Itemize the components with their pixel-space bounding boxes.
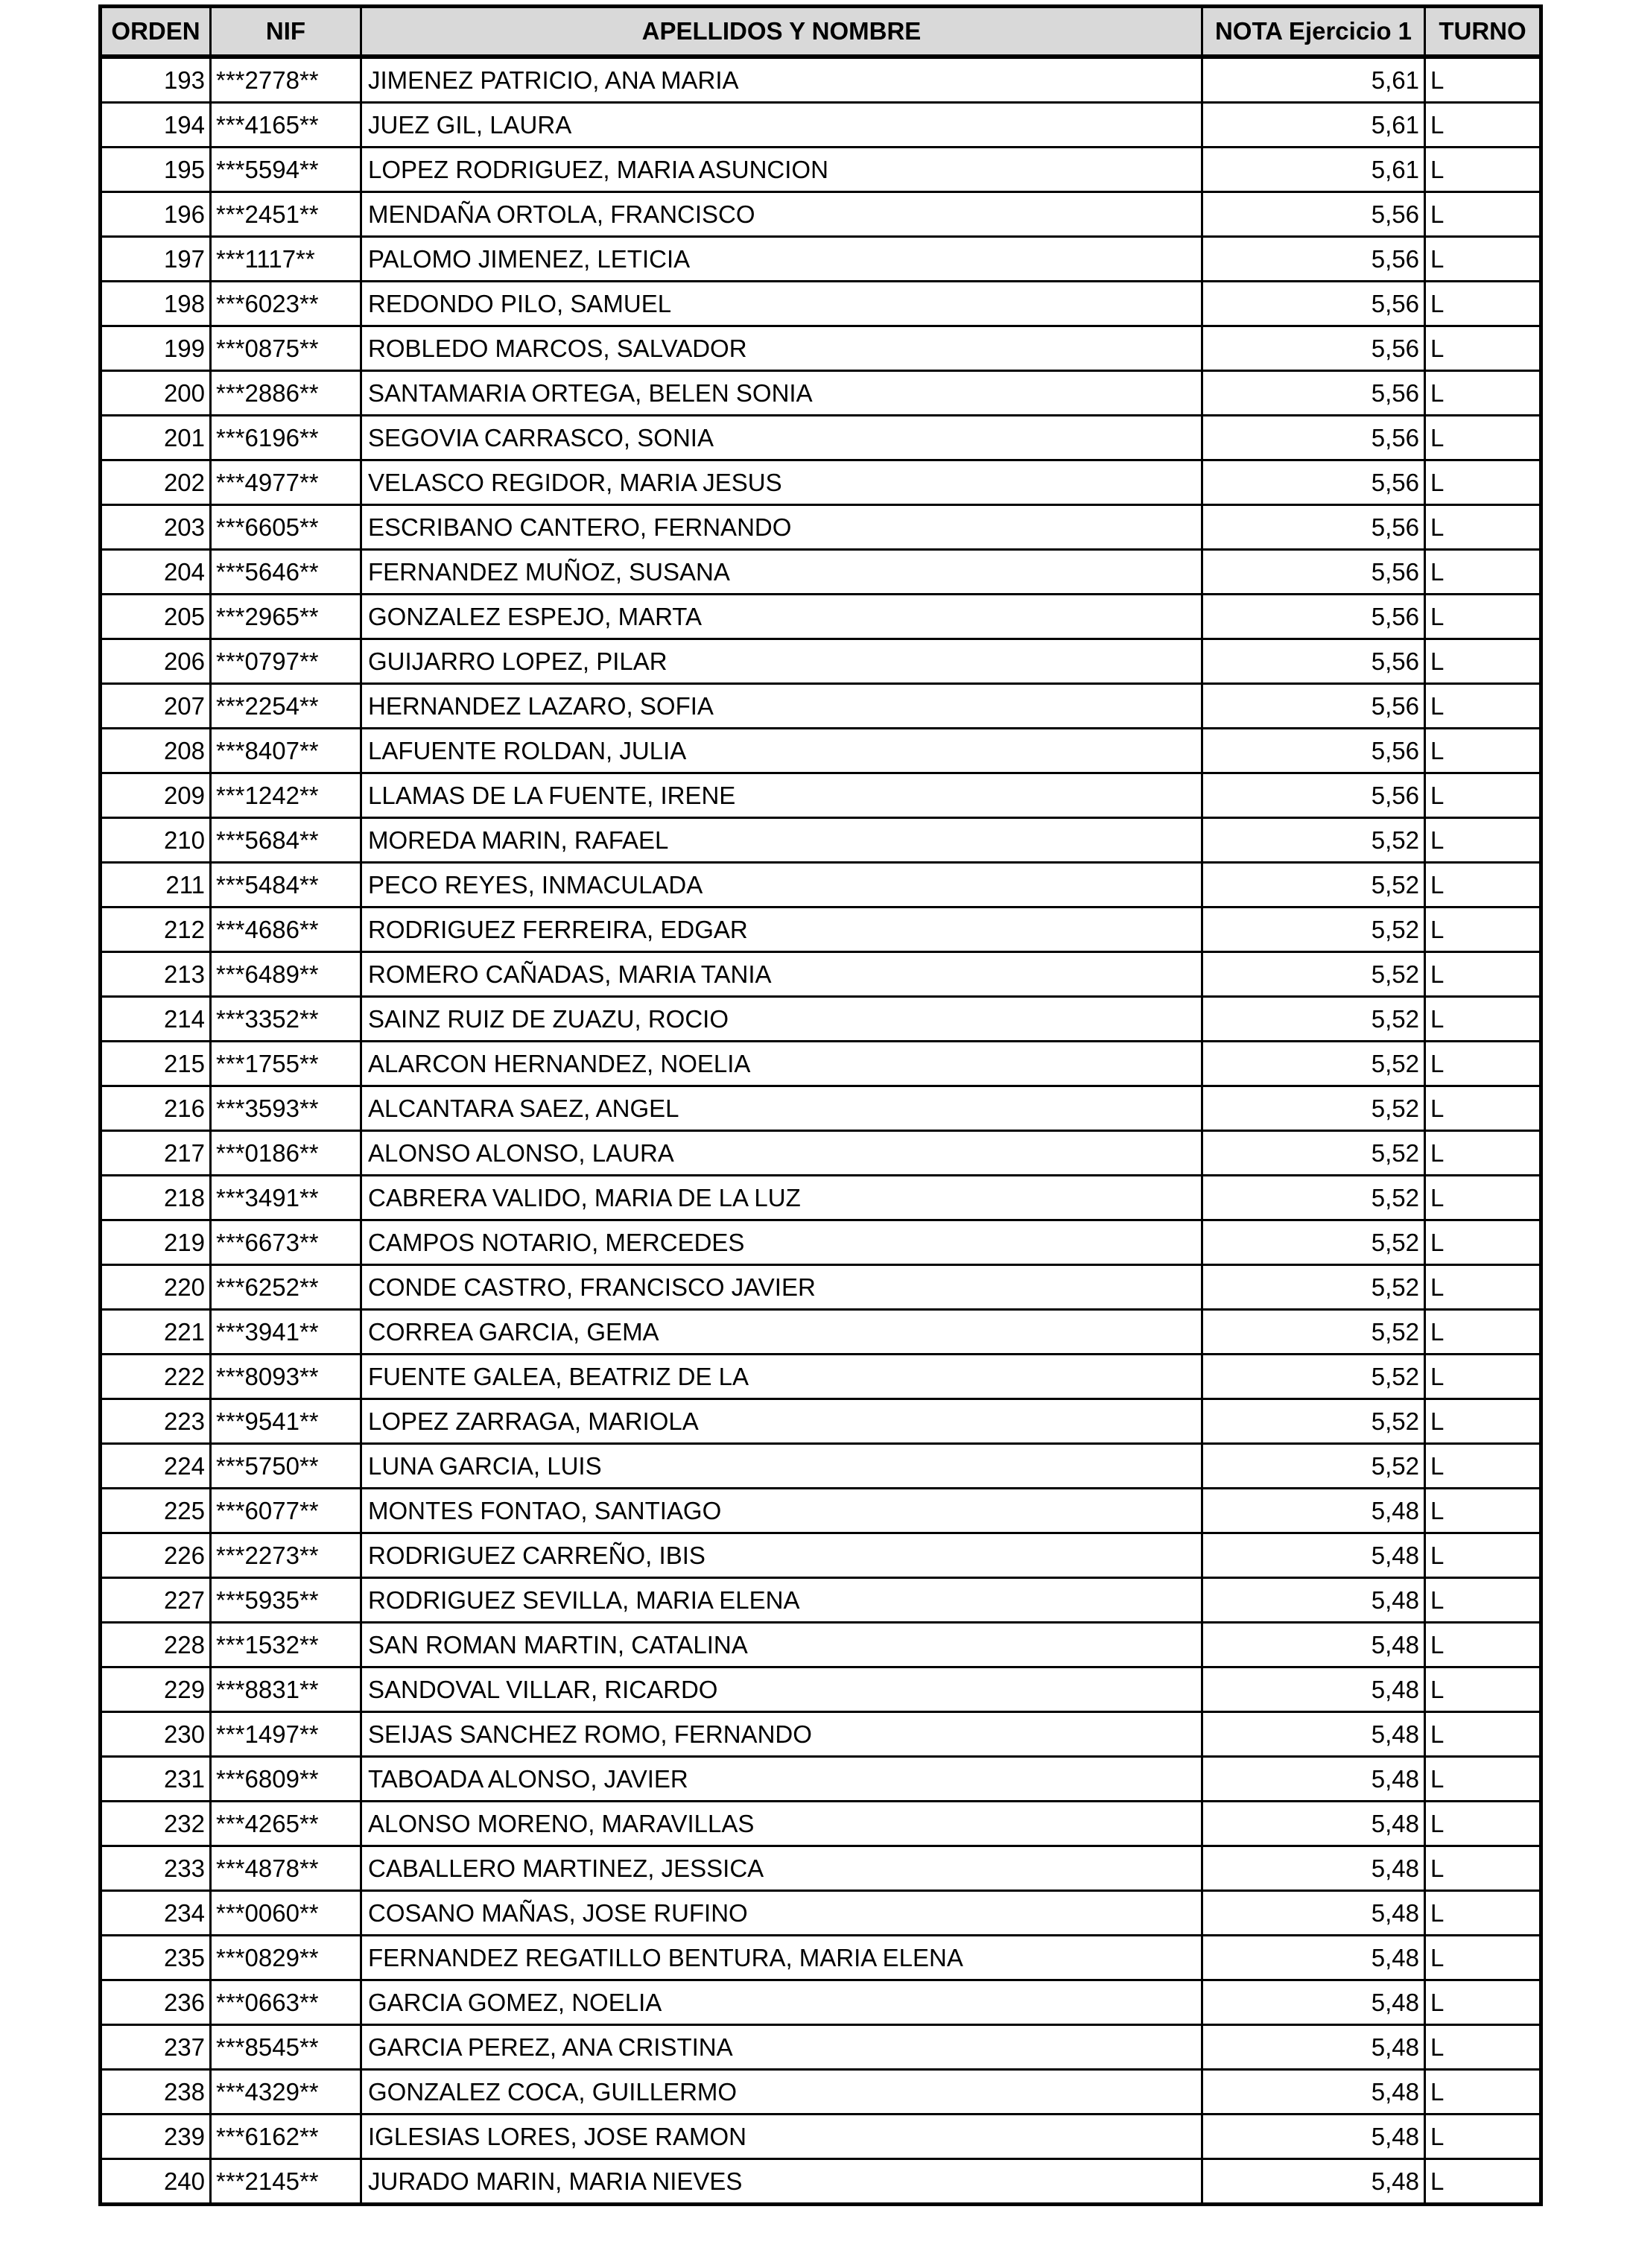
table-row <box>101 1086 1541 1131</box>
orden-cell: 194 <box>101 103 211 148</box>
turno-cell: L <box>1425 550 1541 595</box>
name-cell: CORREA GARCIA, GEMA <box>361 1310 1202 1355</box>
turno-cell: L <box>1425 773 1541 818</box>
name-cell: SEGOVIA CARRASCO, SONIA <box>361 416 1202 460</box>
nota-cell: 5,52 <box>1202 1265 1425 1310</box>
turno-cell: L <box>1425 1623 1541 1667</box>
nif-cell: ***4977** <box>211 460 361 505</box>
nota-cell: 5,56 <box>1202 684 1425 729</box>
turno-cell: L <box>1425 684 1541 729</box>
orden-cell: 216 <box>101 1086 211 1131</box>
orden-cell: 198 <box>101 282 211 326</box>
nif-cell: ***8407** <box>211 729 361 773</box>
name-cell: MOREDA MARIN, RAFAEL <box>361 818 1202 863</box>
orden-cell: 240 <box>101 2159 211 2205</box>
turno-cell: L <box>1425 460 1541 505</box>
orden-cell: 206 <box>101 639 211 684</box>
nota-cell: 5,56 <box>1202 282 1425 326</box>
table-row <box>101 460 1541 505</box>
nif-cell: ***4686** <box>211 907 361 952</box>
name-cell: ESCRIBANO CANTERO, FERNANDO <box>361 505 1202 550</box>
nota-cell: 5,52 <box>1202 997 1425 1042</box>
table-row <box>101 1712 1541 1757</box>
name-cell: HERNANDEZ LAZARO, SOFIA <box>361 684 1202 729</box>
table-row <box>101 371 1541 416</box>
orden-cell: 221 <box>101 1310 211 1355</box>
name-cell: PECO REYES, INMACULADA <box>361 863 1202 907</box>
nif-cell: ***5935** <box>211 1578 361 1623</box>
turno-cell: L <box>1425 416 1541 460</box>
orden-cell: 234 <box>101 1891 211 1936</box>
nif-cell: ***6673** <box>211 1220 361 1265</box>
table-row <box>101 863 1541 907</box>
orden-cell: 228 <box>101 1623 211 1667</box>
nif-cell: ***3593** <box>211 1086 361 1131</box>
turno-cell: L <box>1425 1265 1541 1310</box>
name-cell: CABALLERO MARTINEZ, JESSICA <box>361 1846 1202 1891</box>
name-cell: FERNANDEZ REGATILLO BENTURA, MARIA ELENA <box>361 1936 1202 1980</box>
name-cell: SAINZ RUIZ DE ZUAZU, ROCIO <box>361 997 1202 1042</box>
orden-cell: 219 <box>101 1220 211 1265</box>
nif-cell: ***5684** <box>211 818 361 863</box>
nif-cell: ***0186** <box>211 1131 361 1176</box>
table-row <box>101 907 1541 952</box>
table-row <box>101 1846 1541 1891</box>
orden-cell: 226 <box>101 1533 211 1578</box>
name-cell: MENDAÑA ORTOLA, FRANCISCO <box>361 192 1202 237</box>
turno-cell: L <box>1425 1667 1541 1712</box>
nif-cell: ***0663** <box>211 1980 361 2025</box>
table-row <box>101 639 1541 684</box>
header-row <box>101 7 1541 57</box>
nota-cell: 5,56 <box>1202 371 1425 416</box>
orden-cell: 197 <box>101 237 211 282</box>
table-row <box>101 1533 1541 1578</box>
name-cell: CONDE CASTRO, FRANCISCO JAVIER <box>361 1265 1202 1310</box>
nif-cell: ***2273** <box>211 1533 361 1578</box>
turno-cell: L <box>1425 729 1541 773</box>
turno-cell: L <box>1425 1444 1541 1489</box>
nif-cell: ***2965** <box>211 595 361 639</box>
orden-cell: 239 <box>101 2115 211 2159</box>
nota-cell: 5,52 <box>1202 907 1425 952</box>
table-row <box>101 2159 1541 2205</box>
turno-cell: L <box>1425 1533 1541 1578</box>
name-cell: SANTAMARIA ORTEGA, BELEN SONIA <box>361 371 1202 416</box>
orden-cell: 236 <box>101 1980 211 2025</box>
nota-cell: 5,48 <box>1202 1533 1425 1578</box>
turno-cell: L <box>1425 192 1541 237</box>
nota-cell: 5,52 <box>1202 1399 1425 1444</box>
nif-cell: ***2451** <box>211 192 361 237</box>
turno-cell: L <box>1425 952 1541 997</box>
turno-cell: L <box>1425 326 1541 371</box>
orden-cell: 207 <box>101 684 211 729</box>
orden-cell: 229 <box>101 1667 211 1712</box>
header-orden: ORDEN <box>101 7 211 57</box>
nif-cell: ***5646** <box>211 550 361 595</box>
nif-cell: ***5750** <box>211 1444 361 1489</box>
turno-cell: L <box>1425 1131 1541 1176</box>
name-cell: SEIJAS SANCHEZ ROMO, FERNANDO <box>361 1712 1202 1757</box>
orden-cell: 204 <box>101 550 211 595</box>
orden-cell: 231 <box>101 1757 211 1802</box>
name-cell: IGLESIAS LORES, JOSE RAMON <box>361 2115 1202 2159</box>
name-cell: TABOADA ALONSO, JAVIER <box>361 1757 1202 1802</box>
name-cell: GUIJARRO LOPEZ, PILAR <box>361 639 1202 684</box>
name-cell: SANDOVAL VILLAR, RICARDO <box>361 1667 1202 1712</box>
nif-cell: ***6162** <box>211 2115 361 2159</box>
name-cell: ROBLEDO MARCOS, SALVADOR <box>361 326 1202 371</box>
orden-cell: 209 <box>101 773 211 818</box>
table-row <box>101 103 1541 148</box>
nif-cell: ***2145** <box>211 2159 361 2205</box>
name-cell: RODRIGUEZ FERREIRA, EDGAR <box>361 907 1202 952</box>
orden-cell: 212 <box>101 907 211 952</box>
nota-cell: 5,56 <box>1202 416 1425 460</box>
orden-cell: 222 <box>101 1355 211 1399</box>
name-cell: ALCANTARA SAEZ, ANGEL <box>361 1086 1202 1131</box>
table-row <box>101 1444 1541 1489</box>
orden-cell: 195 <box>101 148 211 192</box>
nif-cell: ***1242** <box>211 773 361 818</box>
nif-cell: ***8831** <box>211 1667 361 1712</box>
orden-cell: 233 <box>101 1846 211 1891</box>
nota-cell: 5,48 <box>1202 1623 1425 1667</box>
table-row <box>101 505 1541 550</box>
table-row <box>101 282 1541 326</box>
orden-cell: 223 <box>101 1399 211 1444</box>
nota-cell: 5,48 <box>1202 1489 1425 1533</box>
nif-cell: ***1532** <box>211 1623 361 1667</box>
nif-cell: ***6196** <box>211 416 361 460</box>
name-cell: LAFUENTE ROLDAN, JULIA <box>361 729 1202 773</box>
table-row <box>101 773 1541 818</box>
turno-cell: L <box>1425 505 1541 550</box>
nota-cell: 5,48 <box>1202 1757 1425 1802</box>
name-cell: VELASCO REGIDOR, MARIA JESUS <box>361 460 1202 505</box>
turno-cell: L <box>1425 1489 1541 1533</box>
table-row <box>101 1980 1541 2025</box>
turno-cell: L <box>1425 1220 1541 1265</box>
turno-cell: L <box>1425 2070 1541 2115</box>
nota-cell: 5,48 <box>1202 1980 1425 2025</box>
nif-cell: ***8093** <box>211 1355 361 1399</box>
turno-cell: L <box>1425 639 1541 684</box>
orden-cell: 218 <box>101 1176 211 1220</box>
nota-cell: 5,52 <box>1202 818 1425 863</box>
table-row <box>101 1176 1541 1220</box>
nif-cell: ***4329** <box>211 2070 361 2115</box>
nota-cell: 5,56 <box>1202 460 1425 505</box>
orden-cell: 203 <box>101 505 211 550</box>
orden-cell: 205 <box>101 595 211 639</box>
turno-cell: L <box>1425 1310 1541 1355</box>
name-cell: PALOMO JIMENEZ, LETICIA <box>361 237 1202 282</box>
table-row <box>101 818 1541 863</box>
table-row <box>101 237 1541 282</box>
orden-cell: 202 <box>101 460 211 505</box>
nif-cell: ***2886** <box>211 371 361 416</box>
turno-cell: L <box>1425 1042 1541 1086</box>
nota-cell: 5,56 <box>1202 326 1425 371</box>
nif-cell: ***4878** <box>211 1846 361 1891</box>
turno-cell: L <box>1425 863 1541 907</box>
name-cell: LLAMAS DE LA FUENTE, IRENE <box>361 773 1202 818</box>
orden-cell: 238 <box>101 2070 211 2115</box>
orden-cell: 227 <box>101 1578 211 1623</box>
table-row <box>101 1936 1541 1980</box>
table-row <box>101 1891 1541 1936</box>
turno-cell: L <box>1425 2159 1541 2205</box>
name-cell: COSANO MAÑAS, JOSE RUFINO <box>361 1891 1202 1936</box>
nif-cell: ***8545** <box>211 2025 361 2070</box>
orden-cell: 196 <box>101 192 211 237</box>
table-row <box>101 1131 1541 1176</box>
table-row <box>101 148 1541 192</box>
nota-cell: 5,61 <box>1202 148 1425 192</box>
turno-cell: L <box>1425 1802 1541 1846</box>
name-cell: RODRIGUEZ SEVILLA, MARIA ELENA <box>361 1578 1202 1623</box>
table-row <box>101 192 1541 237</box>
nota-cell: 5,56 <box>1202 505 1425 550</box>
table-row <box>101 1265 1541 1310</box>
orden-cell: 215 <box>101 1042 211 1086</box>
table-row <box>101 1802 1541 1846</box>
table-row <box>101 2115 1541 2159</box>
nif-cell: ***6252** <box>211 1265 361 1310</box>
nif-cell: ***0797** <box>211 639 361 684</box>
name-cell: FERNANDEZ MUÑOZ, SUSANA <box>361 550 1202 595</box>
nif-cell: ***2778** <box>211 57 361 103</box>
nif-cell: ***6809** <box>211 1757 361 1802</box>
nota-cell: 5,52 <box>1202 1131 1425 1176</box>
turno-cell: L <box>1425 997 1541 1042</box>
turno-cell: L <box>1425 237 1541 282</box>
nota-cell: 5,56 <box>1202 639 1425 684</box>
nif-cell: ***4165** <box>211 103 361 148</box>
nota-cell: 5,56 <box>1202 550 1425 595</box>
nota-cell: 5,52 <box>1202 1176 1425 1220</box>
nif-cell: ***6489** <box>211 952 361 997</box>
orden-cell: 210 <box>101 818 211 863</box>
nota-cell: 5,48 <box>1202 1891 1425 1936</box>
turno-cell: L <box>1425 1980 1541 2025</box>
table-row <box>101 1489 1541 1533</box>
name-cell: GARCIA GOMEZ, NOELIA <box>361 1980 1202 2025</box>
nota-cell: 5,52 <box>1202 1220 1425 1265</box>
table-row <box>101 1623 1541 1667</box>
orden-cell: 220 <box>101 1265 211 1310</box>
nota-cell: 5,48 <box>1202 1578 1425 1623</box>
turno-cell: L <box>1425 371 1541 416</box>
table-row <box>101 595 1541 639</box>
nif-cell: ***1755** <box>211 1042 361 1086</box>
name-cell: JIMENEZ PATRICIO, ANA MARIA <box>361 57 1202 103</box>
table-row <box>101 326 1541 371</box>
turno-cell: L <box>1425 595 1541 639</box>
nota-cell: 5,48 <box>1202 2025 1425 2070</box>
table-row <box>101 684 1541 729</box>
name-cell: SAN ROMAN MARTIN, CATALINA <box>361 1623 1202 1667</box>
nota-cell: 5,52 <box>1202 1086 1425 1131</box>
name-cell: LOPEZ ZARRAGA, MARIOLA <box>361 1399 1202 1444</box>
name-cell: GONZALEZ COCA, GUILLERMO <box>361 2070 1202 2115</box>
table-row <box>101 997 1541 1042</box>
turno-cell: L <box>1425 1086 1541 1131</box>
name-cell: JURADO MARIN, MARIA NIEVES <box>361 2159 1202 2205</box>
name-cell: LUNA GARCIA, LUIS <box>361 1444 1202 1489</box>
nota-cell: 5,52 <box>1202 1310 1425 1355</box>
nota-cell: 5,48 <box>1202 2115 1425 2159</box>
turno-cell: L <box>1425 1757 1541 1802</box>
name-cell: ALARCON HERNANDEZ, NOELIA <box>361 1042 1202 1086</box>
nif-cell: ***4265** <box>211 1802 361 1846</box>
nif-cell: ***6077** <box>211 1489 361 1533</box>
turno-cell: L <box>1425 148 1541 192</box>
turno-cell: L <box>1425 57 1541 103</box>
nif-cell: ***0875** <box>211 326 361 371</box>
nota-cell: 5,52 <box>1202 1042 1425 1086</box>
turno-cell: L <box>1425 282 1541 326</box>
nota-cell: 5,48 <box>1202 1667 1425 1712</box>
turno-cell: L <box>1425 907 1541 952</box>
nif-cell: ***5594** <box>211 148 361 192</box>
name-cell: REDONDO PILO, SAMUEL <box>361 282 1202 326</box>
table-row <box>101 952 1541 997</box>
turno-cell: L <box>1425 2115 1541 2159</box>
nota-cell: 5,56 <box>1202 192 1425 237</box>
name-cell: GARCIA PEREZ, ANA CRISTINA <box>361 2025 1202 2070</box>
nif-cell: ***2254** <box>211 684 361 729</box>
table-row <box>101 416 1541 460</box>
orden-cell: 225 <box>101 1489 211 1533</box>
nota-cell: 5,52 <box>1202 1444 1425 1489</box>
name-cell: ROMERO CAÑADAS, MARIA TANIA <box>361 952 1202 997</box>
name-cell: ALONSO MORENO, MARAVILLAS <box>361 1802 1202 1846</box>
nota-cell: 5,48 <box>1202 1712 1425 1757</box>
orden-cell: 224 <box>101 1444 211 1489</box>
table-body <box>101 57 1541 2205</box>
nif-cell: ***3941** <box>211 1310 361 1355</box>
nif-cell: ***3491** <box>211 1176 361 1220</box>
nif-cell: ***5484** <box>211 863 361 907</box>
name-cell: CABRERA VALIDO, MARIA DE LA LUZ <box>361 1176 1202 1220</box>
turno-cell: L <box>1425 1355 1541 1399</box>
nota-cell: 5,52 <box>1202 1355 1425 1399</box>
header-nota-ejercicio-1: NOTA Ejercicio 1 <box>1202 7 1425 57</box>
turno-cell: L <box>1425 818 1541 863</box>
table-row <box>101 2070 1541 2115</box>
orden-cell: 230 <box>101 1712 211 1757</box>
nif-cell: ***0060** <box>211 1891 361 1936</box>
name-cell: ALONSO ALONSO, LAURA <box>361 1131 1202 1176</box>
turno-cell: L <box>1425 1712 1541 1757</box>
turno-cell: L <box>1425 1176 1541 1220</box>
nota-cell: 5,56 <box>1202 237 1425 282</box>
nif-cell: ***3352** <box>211 997 361 1042</box>
turno-cell: L <box>1425 2025 1541 2070</box>
name-cell: CAMPOS NOTARIO, MERCEDES <box>361 1220 1202 1265</box>
table-row <box>101 550 1541 595</box>
nota-cell: 5,61 <box>1202 57 1425 103</box>
orden-cell: 214 <box>101 997 211 1042</box>
turno-cell: L <box>1425 1399 1541 1444</box>
orden-cell: 200 <box>101 371 211 416</box>
table-row <box>101 1578 1541 1623</box>
table-row <box>101 1355 1541 1399</box>
name-cell: JUEZ GIL, LAURA <box>361 103 1202 148</box>
turno-cell: L <box>1425 1936 1541 1980</box>
orden-cell: 213 <box>101 952 211 997</box>
header-turno: TURNO <box>1425 7 1541 57</box>
nif-cell: ***1497** <box>211 1712 361 1757</box>
orden-cell: 232 <box>101 1802 211 1846</box>
nota-cell: 5,48 <box>1202 1936 1425 1980</box>
nota-cell: 5,48 <box>1202 1802 1425 1846</box>
name-cell: GONZALEZ ESPEJO, MARTA <box>361 595 1202 639</box>
turno-cell: L <box>1425 1578 1541 1623</box>
name-cell: RODRIGUEZ CARREÑO, IBIS <box>361 1533 1202 1578</box>
nota-cell: 5,48 <box>1202 2159 1425 2205</box>
results-table <box>98 4 1543 2206</box>
name-cell: FUENTE GALEA, BEATRIZ DE LA <box>361 1355 1202 1399</box>
table-header <box>101 7 1541 57</box>
orden-cell: 237 <box>101 2025 211 2070</box>
turno-cell: L <box>1425 1846 1541 1891</box>
nif-cell: ***0829** <box>211 1936 361 1980</box>
orden-cell: 211 <box>101 863 211 907</box>
header-apellidos-nombre: APELLIDOS Y NOMBRE <box>361 7 1202 57</box>
table-row <box>101 1042 1541 1086</box>
orden-cell: 235 <box>101 1936 211 1980</box>
table-row <box>101 729 1541 773</box>
table-row <box>101 1757 1541 1802</box>
turno-cell: L <box>1425 103 1541 148</box>
nif-cell: ***6605** <box>211 505 361 550</box>
orden-cell: 217 <box>101 1131 211 1176</box>
nota-cell: 5,56 <box>1202 729 1425 773</box>
table-row <box>101 1310 1541 1355</box>
nota-cell: 5,52 <box>1202 863 1425 907</box>
orden-cell: 208 <box>101 729 211 773</box>
nota-cell: 5,52 <box>1202 952 1425 997</box>
table-row <box>101 1399 1541 1444</box>
table-row <box>101 2025 1541 2070</box>
nota-cell: 5,61 <box>1202 103 1425 148</box>
orden-cell: 201 <box>101 416 211 460</box>
name-cell: LOPEZ RODRIGUEZ, MARIA ASUNCION <box>361 148 1202 192</box>
nota-cell: 5,48 <box>1202 2070 1425 2115</box>
header-nif: NIF <box>211 7 361 57</box>
orden-cell: 199 <box>101 326 211 371</box>
table-row <box>101 1667 1541 1712</box>
nota-cell: 5,48 <box>1202 1846 1425 1891</box>
table-row <box>101 1220 1541 1265</box>
nif-cell: ***1117** <box>211 237 361 282</box>
name-cell: MONTES FONTAO, SANTIAGO <box>361 1489 1202 1533</box>
nota-cell: 5,56 <box>1202 773 1425 818</box>
turno-cell: L <box>1425 1891 1541 1936</box>
orden-cell: 193 <box>101 57 211 103</box>
nota-cell: 5,56 <box>1202 595 1425 639</box>
table-row <box>101 57 1541 103</box>
nif-cell: ***9541** <box>211 1399 361 1444</box>
nif-cell: ***6023** <box>211 282 361 326</box>
